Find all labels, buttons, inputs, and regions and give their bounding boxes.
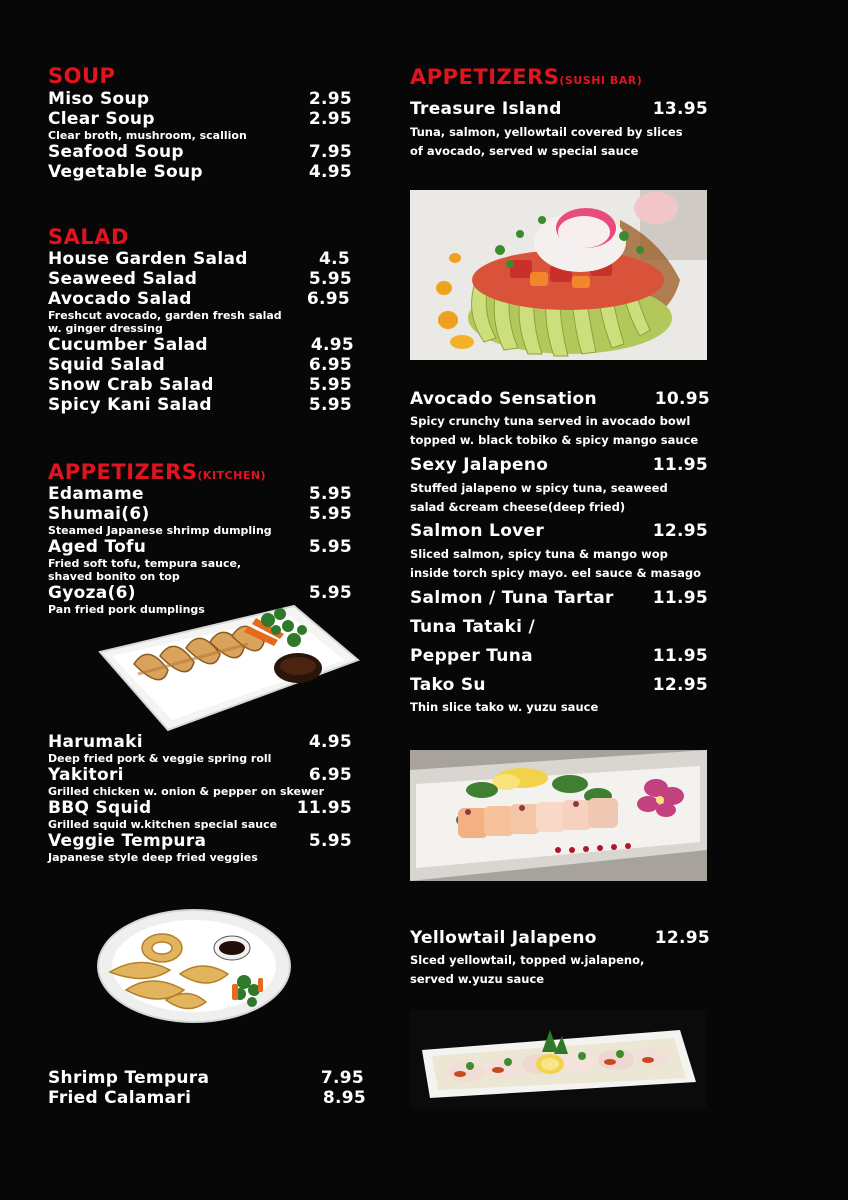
- menu-item-description: Fried soft tofu, tempura sauce,: [48, 557, 242, 570]
- menu-item-description: Steamed Japanese shrimp dumpling: [48, 524, 272, 537]
- menu-item-name: Salmon Lover: [410, 521, 545, 541]
- menu-item-price: 5.95: [308, 375, 352, 395]
- menu-item-price: 2.95: [308, 89, 352, 109]
- menu-item-name: BBQ Squid: [48, 798, 152, 818]
- menu-item-description: Grilled chicken w. onion & pepper on skewer: [48, 785, 325, 798]
- menu-item-description: topped w. black tobiko & spicy mango sauce: [410, 433, 699, 447]
- menu-item-name: Seafood Soup: [48, 142, 184, 162]
- menu-item-price: 4.95: [308, 732, 352, 752]
- menu-item-price: 12.95: [652, 521, 708, 541]
- menu-item-description: Stuffed jalapeno w spicy tuna, seaweed: [410, 481, 668, 495]
- menu-item-price: 5.95: [308, 269, 352, 289]
- menu-item-price: 6.95: [308, 355, 352, 375]
- gyoza-photo: [98, 600, 360, 736]
- menu-item-price: 7.95: [308, 142, 352, 162]
- menu-item-name: Yellowtail Jalapeno: [410, 928, 597, 948]
- menu-item-name: Snow Crab Salad: [48, 375, 214, 395]
- menu-item-description: Slced yellowtail, topped w.jalapeno,: [410, 953, 645, 967]
- menu-item-price: 5.95: [308, 583, 352, 603]
- menu-item-price: 6.95: [308, 765, 352, 785]
- section-title: APPETIZERS: [48, 460, 198, 484]
- menu-item-price: 2.95: [308, 109, 352, 129]
- section-subtitle: (SUSHI BAR): [559, 74, 643, 87]
- menu-item-name: Sexy Jalapeno: [410, 455, 549, 475]
- menu-item-description: Pan fried pork dumplings: [48, 603, 205, 616]
- menu-item-description: served w.yuzu sauce: [410, 972, 545, 986]
- menu-item-name: Seaweed Salad: [48, 269, 198, 289]
- menu-item-name: Shrimp Tempura: [48, 1068, 210, 1088]
- menu-item-price: 5.95: [308, 831, 352, 851]
- menu-item-price: 5.95: [308, 504, 352, 524]
- section-subtitle: (KITCHEN): [197, 469, 267, 482]
- menu-item-name: Avocado Sensation: [410, 389, 597, 409]
- soup-heading: SOUP: [48, 64, 116, 88]
- treasure-island-photo: [410, 190, 707, 360]
- menu-item-name: Vegetable Soup: [48, 162, 203, 182]
- menu-item-description: Sliced salmon, spicy tuna & mango wop: [410, 547, 668, 561]
- menu-item-description: shaved bonito on top: [48, 570, 180, 583]
- menu-item-description: Japanese style deep fried veggies: [48, 851, 258, 864]
- menu-item-name: Tuna Tataki /: [410, 617, 535, 637]
- menu-item-price: 4.5: [318, 249, 350, 269]
- menu-item-price: 5.95: [308, 484, 352, 504]
- menu-item-name: Pepper Tuna: [410, 646, 533, 666]
- section-title: APPETIZERS: [410, 65, 560, 89]
- menu-item-description: Tuna, salmon, yellowtail covered by slices: [410, 125, 683, 139]
- menu-item-description: inside torch spicy mayo. eel sauce & masago: [410, 566, 701, 580]
- menu-item-price: 5.95: [308, 395, 352, 415]
- menu-item-price: 11.95: [296, 798, 352, 818]
- menu-item-name: Fried Calamari: [48, 1088, 192, 1108]
- menu-item-price: 12.95: [652, 675, 708, 695]
- menu-item-description: Freshcut avocado, garden fresh salad: [48, 309, 282, 322]
- tempura-photo: [96, 908, 292, 1024]
- menu-item-description: Clear broth, mushroom, scallion: [48, 129, 247, 142]
- tako-su-photo: [410, 750, 707, 881]
- menu-item-price: 5.95: [308, 537, 352, 557]
- menu-item-price: 4.95: [308, 162, 352, 182]
- menu-item-name: Treasure Island: [410, 99, 562, 119]
- sushi-bar-appetizers-heading: [410, 66, 642, 92]
- menu-item-price: 11.95: [652, 646, 708, 666]
- menu-item-name: Salmon / Tuna Tartar: [410, 588, 614, 608]
- menu-item-name: House Garden Salad: [48, 249, 248, 269]
- menu-item-price: 12.95: [654, 928, 710, 948]
- menu-item-name: Veggie Tempura: [48, 831, 207, 851]
- menu-item-description: Thin slice tako w. yuzu sauce: [410, 700, 599, 714]
- menu-item-name: Harumaki: [48, 732, 143, 752]
- menu-item-name: Cucumber Salad: [48, 335, 208, 355]
- menu-item-name: Gyoza(6): [48, 583, 136, 603]
- menu-item-name: Aged Tofu: [48, 537, 147, 557]
- menu-item-description: salad &cream cheese(deep fried): [410, 500, 626, 514]
- menu-item-price: 11.95: [652, 455, 708, 475]
- menu-item-description: Deep fried pork & veggie spring roll: [48, 752, 272, 765]
- menu-item-name: Avocado Salad: [48, 289, 192, 309]
- yellowtail-jalapeno-photo: [410, 1010, 707, 1108]
- menu-item-price: 10.95: [654, 389, 710, 409]
- menu-item-name: Spicy Kani Salad: [48, 395, 212, 415]
- menu-item-price: 13.95: [652, 99, 708, 119]
- menu-item-name: Clear Soup: [48, 109, 155, 129]
- salad-heading: SALAD: [48, 225, 129, 249]
- menu-item-description: w. ginger dressing: [48, 322, 163, 335]
- menu-item-description: Grilled squid w.kitchen special sauce: [48, 818, 278, 831]
- menu-item-description: Spicy crunchy tuna served in avocado bowl: [410, 414, 691, 428]
- menu-item-price: 8.95: [322, 1088, 366, 1108]
- menu-item-name: Shumai(6): [48, 504, 150, 524]
- menu-item-price: 4.95: [310, 335, 354, 355]
- menu-item-name: Miso Soup: [48, 89, 150, 109]
- menu-item-name: Squid Salad: [48, 355, 165, 375]
- menu-item-price: 11.95: [652, 588, 708, 608]
- menu-item-price: 6.95: [306, 289, 350, 309]
- menu-item-name: Yakitori: [48, 765, 124, 785]
- menu-item-name: Edamame: [48, 484, 144, 504]
- menu-item-name: Tako Su: [410, 675, 486, 695]
- menu-item-price: 7.95: [320, 1068, 364, 1088]
- menu-item-description: of avocado, served w special sauce: [410, 144, 639, 158]
